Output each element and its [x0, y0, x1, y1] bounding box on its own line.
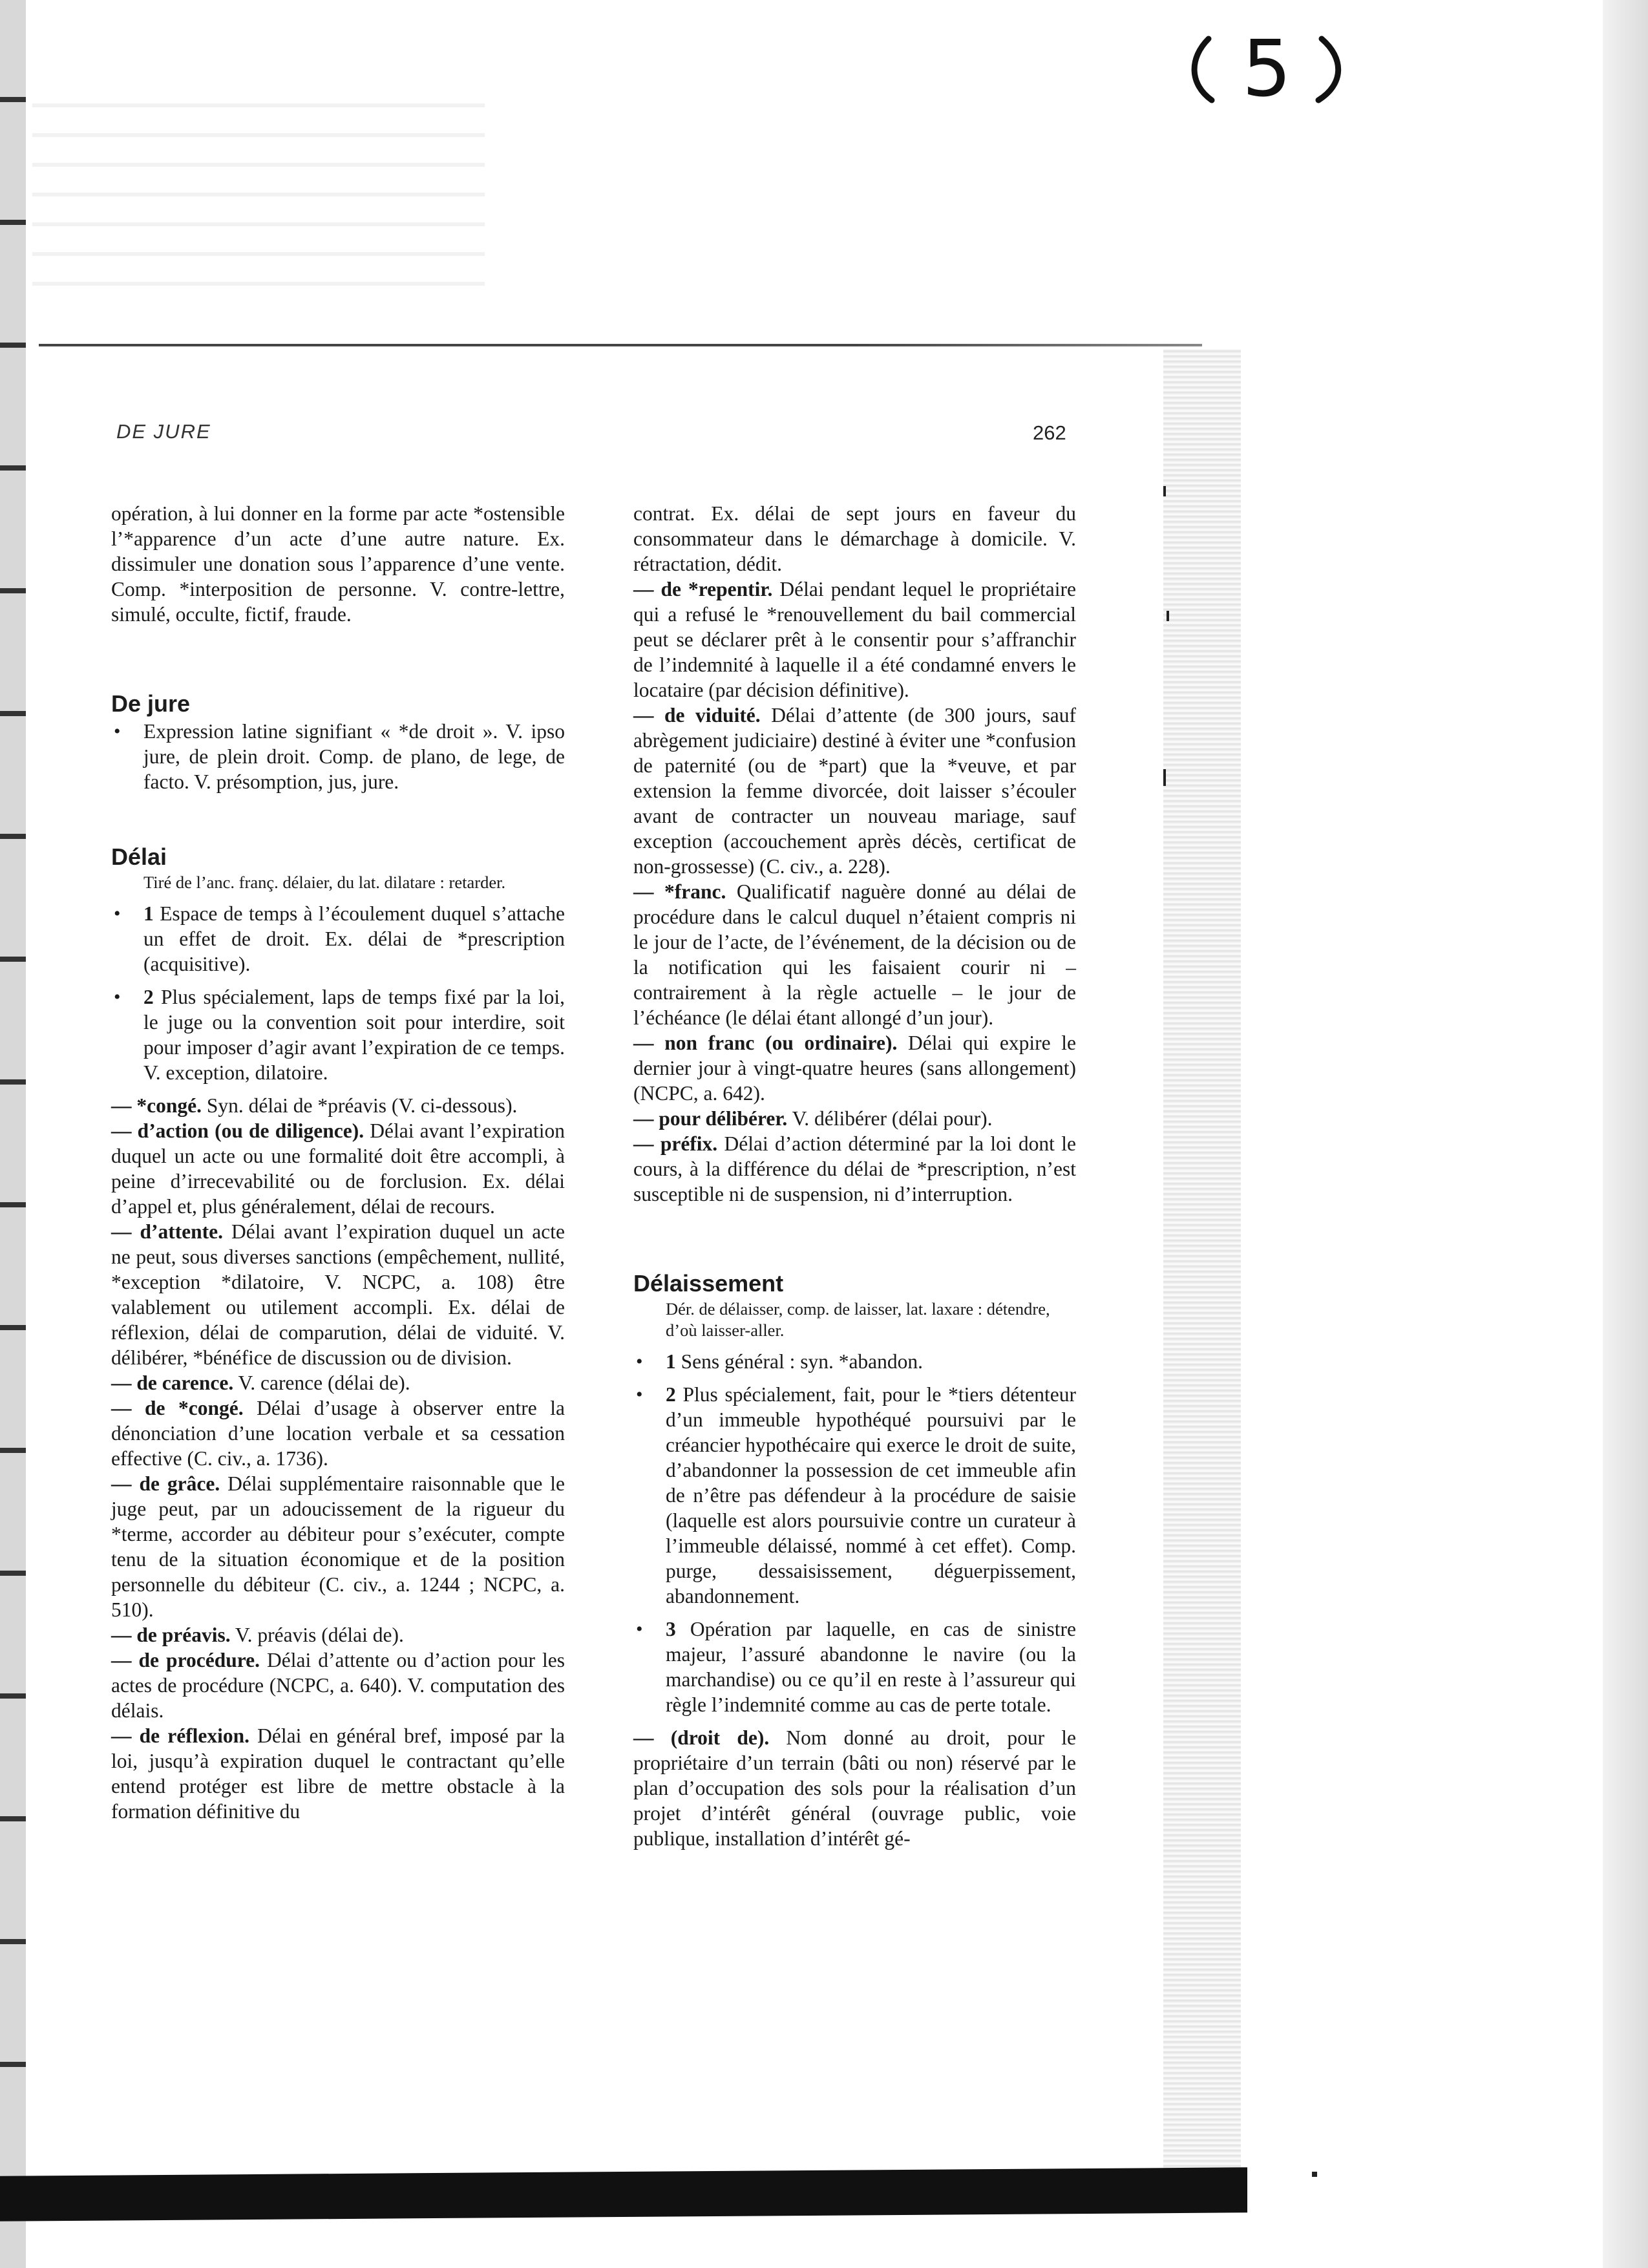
sub-entry-keyword: — de *congé.: [111, 1397, 244, 1419]
scan-binding-edge: [0, 0, 26, 2268]
sub-entry-text: Délai en général bref, imposé par la loi, jusqu’à expiration duquel le contractant qu’elle entend protéger est libre de mettre obstacle à la formation définitive du: [111, 1724, 565, 1823]
bullet-icon: •: [636, 1618, 643, 1640]
sense-text: Sens général : syn. *abandon.: [681, 1350, 924, 1373]
sub-entry-text: Délai d’usage à observer entre la dénonciation d’une location verbale et sa cessation effective (C. civ., a. 1736).: [111, 1397, 565, 1470]
sub-entry-text: Délai qui expire le dernier jour à vingt-quatre heures (sans allongement) (NCPC, a. 642).: [633, 1032, 1076, 1105]
sub-entry-keyword: — d’action (ou de diligence).: [111, 1119, 364, 1142]
sense-text: Plus spécialement, fait, pour le *tiers détenteur d’un immeuble hypothéqué poursuivi par le créancier hypothécaire qui exerce le droit de suite, d’abandonner la possession de cet immeuble afin de n’être pas défendeur à la procédure de saisie (laquelle est alors poursuivie contre un curateur à l’immeuble délaissé, nommé à cet effet). Comp. purge, dessaisissement, déguerpissement, abandonnement.: [666, 1383, 1077, 1607]
entry-title-delai: Délai: [111, 843, 167, 870]
sub-entry: [633, 1030, 1076, 1106]
sub-entry-text: V. carence (délai de).: [233, 1372, 410, 1394]
sense-text: Plus spécialement, laps de temps fixé par la loi, le juge ou la convention soit pour interdire, soit pour imposer d’agir avant l’expiration de ce temps. V. exception, dilatoire.: [143, 986, 565, 1084]
entry-title-de-jure: De jure: [111, 690, 191, 717]
sub-entry: [111, 1395, 565, 1471]
sub-entry: [111, 1723, 565, 1824]
page-top-rule: [39, 344, 1202, 346]
sub-entry-text: V. délibérer (délai pour).: [787, 1107, 993, 1130]
sub-entry: [111, 1370, 565, 1395]
scan-right-edge: [1603, 0, 1648, 2268]
sub-entry-keyword: — de viduité.: [633, 704, 761, 726]
sub-entry-text: V. préavis (délai de).: [230, 1624, 404, 1646]
sub-entry-keyword: — de réflexion.: [111, 1724, 250, 1747]
scan-speck: [1163, 769, 1166, 786]
sub-entry-keyword: — non franc (ou ordinaire).: [633, 1032, 898, 1054]
sub-entry: [111, 1471, 565, 1622]
sub-entry: [111, 1093, 565, 1118]
page-number: 262: [1033, 421, 1066, 444]
scan-bleed-through: [32, 78, 485, 310]
sub-entry-keyword: — *congé.: [111, 1094, 202, 1117]
sense-number: 2: [666, 1383, 676, 1406]
sub-entry-keyword: — de *repentir.: [633, 578, 773, 600]
sense-1: [111, 901, 565, 977]
bullet-icon: •: [114, 721, 121, 742]
sub-entry-text: Délai pendant lequel le propriétaire qui a refusé le *renouvellement du bail commercial peut se déclarer prêt à le consentir pour s’affranchir de l’indemnité à laquelle il a été condamné envers le locataire (par décision définitive).: [633, 578, 1076, 701]
sub-entry-text: Délai avant l’expiration duquel un acte ne peut, sous diverses sanctions (empêchement, nullité, *exception *dilatoire, V. NCPC, a. 108) être valablement ou utilement accompli. Ex. délai de réflexion, délai de comparution, délai de viduité. V. délibérer, *bénéfice de discussion ou de division.: [111, 1220, 565, 1369]
definition-text: Expression latine signifiant « *de droit ». V. ipso jure, de plein droit. Comp. de plano, de lege, de facto. V. présomption, jus, jure.: [143, 720, 565, 793]
sense-text: Opération par laquelle, en cas de sinistre majeur, l’assuré abandonne le navire (ou la marchandise) ou ce qu’il en reste à l’assureur qui règle l’indemnité comme au cas de perte totale.: [666, 1618, 1076, 1716]
sub-entry-text: Délai d’attente (de 300 jours, sauf abrègement judiciaire) destiné à éviter une *confusion de paternité (ou de *part) que la *veuve, et par extension la femme divorcée, doit laisser s’écouler avant de contracter un nouveau mariage, sauf exception (accouchement après décès, certificat de non-grossesse) (C. civ., a. 228).: [633, 704, 1076, 878]
sub-entries: [111, 1093, 565, 1824]
etymology: Tiré de l’anc. franç. délaier, du lat. dilatare : retarder.: [143, 873, 506, 892]
sub-entry-keyword: — (droit de).: [633, 1726, 770, 1749]
scan-right-shadow: [1163, 349, 1241, 2172]
sense-3: [633, 1616, 1076, 1717]
sub-entry-keyword: — d’attente.: [111, 1220, 224, 1243]
sense-number: 1: [666, 1350, 676, 1373]
continuation-text: contrat. Ex. délai de sept jours en faveur du consommateur dans le démarchage à domicile. V. rétractation, dédit.: [633, 502, 1076, 575]
sub-entry-text: Délai avant l’expiration duquel un acte ou une formalité doit être accompli, à peine d’irrecevabilité ou de forclusion. Ex. délai d’appel et, plus généralement, délai de recours.: [111, 1119, 565, 1218]
bullet-icon: •: [114, 903, 121, 924]
sub-entry-keyword: — de carence.: [111, 1372, 234, 1394]
sense-text: Espace de temps à l’écoulement duquel s’attache un effet de droit. Ex. délai de *prescription (acquisitive).: [143, 902, 565, 975]
sense-1: [633, 1349, 1076, 1374]
bullet-icon: •: [114, 986, 121, 1008]
scan-speck: [1167, 611, 1169, 621]
sub-entry: [633, 703, 1076, 879]
scan-speck: [1312, 2172, 1317, 2177]
sub-entry: [633, 1131, 1076, 1207]
sub-entry-text: Nom donné au droit, pour le propriétaire d’un terrain (bâti ou non) réservé par le plan d’occupation des sols pour la réalisation d’un projet d’intérêt général (ouvrage public, voie publique, installation d’intérêt gé-: [633, 1726, 1076, 1850]
sub-entry-text: Délai supplémentaire raisonnable que le juge peut, par un adoucissement de la rigueur du *terme, accorder au débiteur pour s’exécuter, compte tenu de la situation économique et de la position personnelle du débiteur (C. civ., a. 1244 ; NCPC, a. 510).: [111, 1472, 565, 1621]
sense-2: [111, 984, 565, 1085]
bullet-icon: •: [636, 1384, 643, 1405]
sub-entry-droit: [633, 1725, 1076, 1851]
sense-number: 2: [143, 986, 154, 1008]
scan-speck: [1163, 486, 1166, 496]
right-column: [633, 501, 1076, 1851]
left-column: [111, 501, 565, 1824]
sense-number: 3: [666, 1618, 676, 1640]
definition: [111, 719, 565, 794]
continuation-text: opération, à lui donner en la forme par acte *ostensible l’*apparence d’un acte d’une autre nature. Ex. dissimuler une donation sous l’apparence d’une vente. Comp. *interposition de personne. V. contre-lettre, simulé, occulte, fictif, fraude.: [111, 502, 565, 626]
sub-entry-keyword: — de grâce.: [111, 1472, 220, 1495]
sub-entry-keyword: — *franc.: [633, 880, 726, 903]
etymology: Dér. de délaisser, comp. de laisser, lat. laxare : détendre, d’où laisser-aller.: [666, 1299, 1050, 1340]
sub-entry-keyword: — de préavis.: [111, 1624, 231, 1646]
sub-entries: [633, 577, 1076, 1207]
handwritten-page-number: [1183, 19, 1351, 116]
sense-2: [633, 1382, 1076, 1609]
sub-entry: [633, 1106, 1076, 1131]
sub-entry: [111, 1219, 565, 1370]
sub-entry: [111, 1622, 565, 1648]
svg-text:5: 5: [1241, 25, 1292, 114]
sub-entry: [111, 1648, 565, 1723]
sub-entry: [633, 879, 1076, 1030]
bullet-icon: •: [636, 1351, 643, 1372]
scan-bottom-edge: [0, 2167, 1247, 2221]
running-header: DE JURE: [116, 420, 211, 443]
sub-entry: [633, 577, 1076, 703]
sense-number: 1: [143, 902, 154, 925]
sub-entry-keyword: — préfix.: [633, 1132, 718, 1155]
sub-entry: [111, 1118, 565, 1219]
sub-entry-text: Délai d’action déterminé par la loi dont le cours, à la différence du délai de *prescription, n’est susceptible ni de suspension, ni d’interruption.: [633, 1132, 1076, 1205]
sub-entry-keyword: — pour délibérer.: [633, 1107, 788, 1130]
sub-entry-keyword: — de procédure.: [111, 1649, 260, 1671]
sub-entry-text: Syn. délai de *préavis (V. ci-dessous).: [201, 1094, 518, 1117]
sub-entry-text: Qualificatif naguère donné au délai de procédure dans le calcul duquel n’étaient compris ni le jour de l’acte, de l’événement, de la décision ou de la notification qui les faisaient courir ni – contrairement à la règle actuelle – le jour de l’échéance (le délai étant allongé d’un jour).: [633, 880, 1076, 1029]
sub-entry-text: Délai d’attente ou d’action pour les actes de procédure (NCPC, a. 640). V. computation des délais.: [111, 1649, 565, 1722]
entry-title-delaissement: Délaissement: [633, 1270, 784, 1297]
